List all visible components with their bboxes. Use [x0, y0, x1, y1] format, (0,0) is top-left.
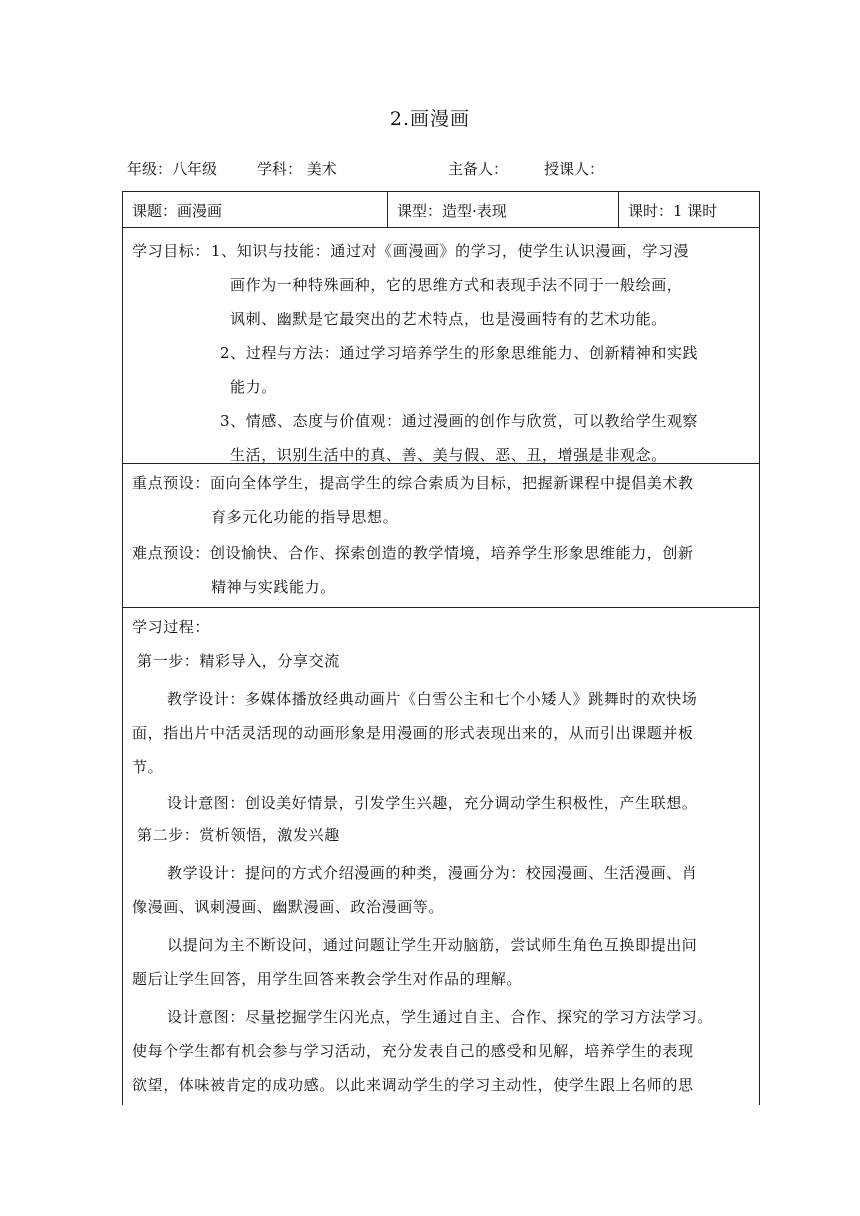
- difficulty-text: 难点预设：创设愉快、合作、探索创造的教学情境，培养学生形象思维能力，创新: [132, 544, 694, 562]
- goal-text: 讽刺、幽默是它最突出的艺术特点，也是漫画特有的艺术功能。: [230, 310, 667, 328]
- key-difficulty-section: [123, 464, 759, 608]
- paragraph-line: 教学设计：多媒体播放经典动画片《白雪公主和七个小矮人》跳舞时的欢快场: [167, 690, 698, 708]
- process-section: [123, 608, 759, 1106]
- teacher-label: 授课人：: [544, 160, 605, 178]
- paragraph-line: 设计意图：创设美好情景，引发学生兴趣，充分调动学生积极性，产生联想。: [167, 794, 698, 812]
- paragraph-line: 以提问为主不断设问，通过问题让学生开动脑筋，尝试师生角色互换即提出问: [167, 936, 698, 954]
- subject-label: 学科： 美术: [257, 160, 337, 178]
- paragraph-line: 设计意图：尽量挖掘学生闪光点，学生通过自主、合作、探究的学习方法学习。: [167, 1008, 714, 1026]
- grade-label: 年级：八年级: [127, 160, 218, 178]
- paragraph-line: 欲望，体味被肯定的成功感。以此来调动学生的学习主动性，使学生跟上名师的思: [132, 1076, 694, 1094]
- paragraph-line: 题后让学生回答，用学生回答来教会学生对作品的理解。: [132, 970, 523, 988]
- paragraph-line: 节。: [132, 758, 164, 776]
- key-point-text: 育多元化功能的指导思想。: [211, 508, 399, 526]
- page-title: 2.画漫画: [389, 108, 471, 130]
- goal-text: 能力。: [230, 378, 277, 396]
- paragraph-line: 面，指出片中活灵活现的动画形象是用漫画的形式表现出来的，从而引出课题并板: [132, 724, 694, 742]
- goal-text: 画作为一种特殊画种，它的思维方式和表现手法不同于一般绘画，: [230, 276, 683, 294]
- lesson-type-cell: 课型：造型·表现: [397, 202, 507, 220]
- paragraph-line: 使每个学生都有机会参与学习活动，充分发表自己的感受和见解，培养学生的表现: [132, 1042, 694, 1060]
- key-point-text: 重点预设：面向全体学生，提高学生的综合索质为目标，把握新课程中提倡美术教: [132, 474, 694, 492]
- table-header-row: [123, 192, 759, 228]
- lesson-plan-table: [122, 191, 760, 1105]
- paragraph-line: 像漫画、讽刺漫画、幽默漫画、政治漫画等。: [132, 898, 445, 916]
- topic-cell: 课题：画漫画: [132, 202, 223, 220]
- goals-label: 学习目标：: [132, 242, 211, 260]
- goal-text: 1、知识与技能：通过对《画漫画》的学习，使学生认识漫画，学习漫: [211, 242, 690, 260]
- paragraph-line: 教学设计：提问的方式介绍漫画的种类，漫画分为：校园漫画、生活漫画、肖: [167, 864, 698, 882]
- process-heading: 学习过程：: [132, 618, 211, 636]
- lesson-hours-cell: 课时：1 课时: [628, 202, 718, 220]
- step-heading: 第一步：精彩导入，分享交流: [137, 652, 340, 670]
- goal-text: 生活，识别生活中的真、善、美与假、恶、丑，增强是非观念。: [230, 446, 667, 464]
- difficulty-text: 精神与实践能力。: [211, 578, 336, 596]
- goal-text: 3、情感、态度与价值观：通过漫画的创作与欣赏，可以教给学生观察: [220, 412, 699, 430]
- goal-text: 2、过程与方法：通过学习培养学生的形象思维能力、创新精神和实践: [220, 344, 699, 362]
- preparer-label: 主备人：: [448, 160, 509, 178]
- goals-section: [123, 228, 759, 464]
- step-heading: 第二步：赏析领悟，激发兴趣: [137, 826, 340, 844]
